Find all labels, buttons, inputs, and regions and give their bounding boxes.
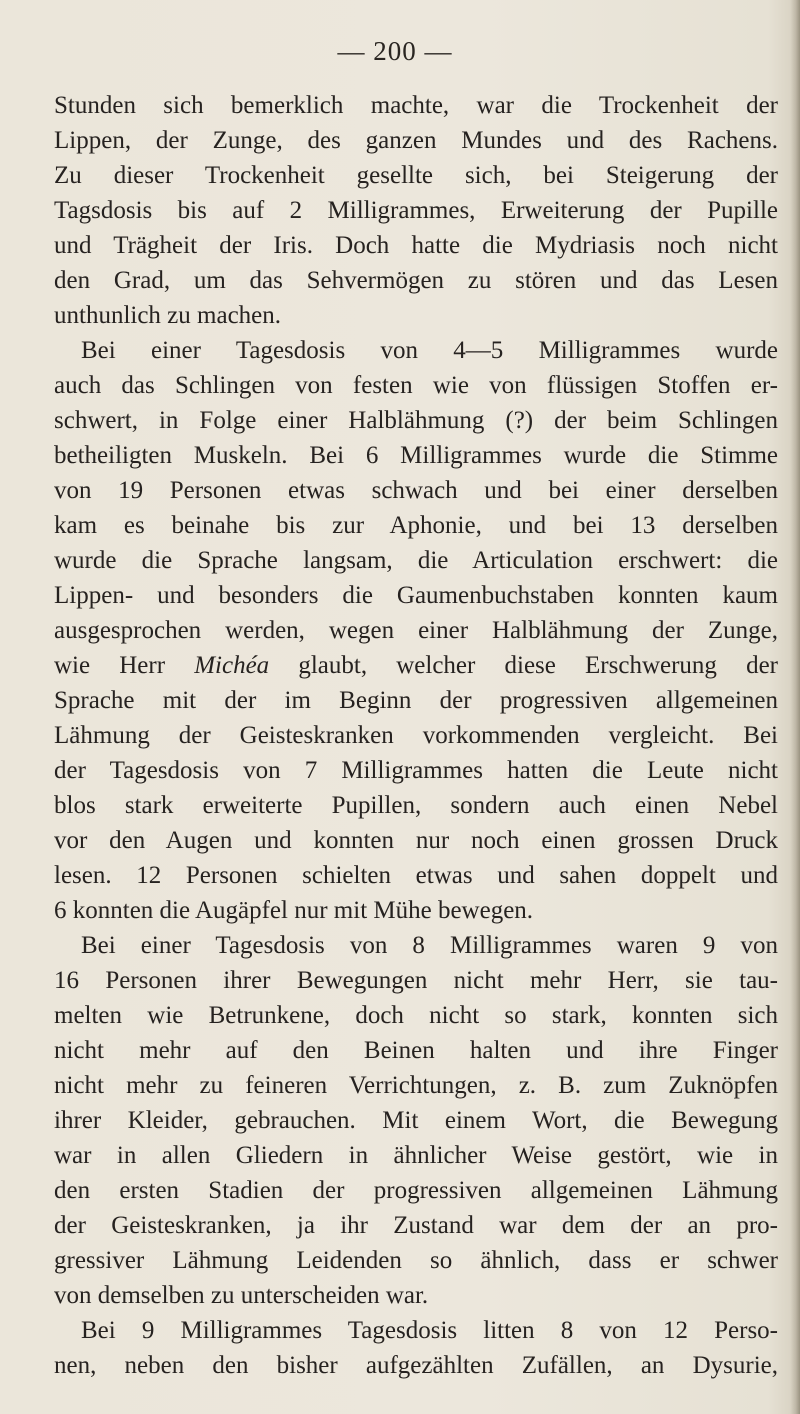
text-line: unthunlich zu machen.: [54, 302, 282, 329]
text-line: ihrer Kleider, gebrauchen. Mit einem Wort, die Bewegung: [54, 1107, 778, 1134]
italic-name: Michéa: [194, 652, 270, 679]
text-line: Lippen, der Zunge, des ganzen Mundes und des Rachens.: [54, 127, 778, 154]
text-line: gressiver Lähmung Leidenden so ähnlich, dass er schwer: [54, 1247, 778, 1274]
text-line: auch das Schlingen von festen wie von flüssigen Stoffen er-: [54, 372, 778, 399]
text-line: kam es beinahe bis zur Aphonie, und bei 13 derselben: [54, 512, 778, 539]
text-segment: wie Herr: [54, 652, 195, 679]
text-segment: glaubt, welcher diese Erschwerung der: [269, 652, 778, 679]
text-line: der Geisteskranken, ja ihr Zustand war dem der an pro-: [54, 1212, 778, 1239]
text-line: Lippen- und besonders die Gaumenbuchstaben konnten kaum: [54, 582, 778, 609]
text-line: vor den Augen und konnten nur noch einen grossen Druck: [54, 827, 778, 854]
text-line: nen, neben den bisher aufgezählten Zufällen, an Dysurie,: [54, 1352, 778, 1379]
text-line: Lähmung der Geisteskranken vorkommenden vergleicht. Bei: [54, 722, 778, 749]
text-line: Bei 9 Milligrammes Tagesdosis litten 8 von 12 Perso-: [81, 1317, 778, 1344]
body-text: [54, 88, 778, 1383]
text-line: und Trägheit der Iris. Doch hatte die Mydriasis noch nicht: [54, 232, 778, 259]
page-number: — 200 —: [337, 36, 453, 66]
text-line: Bei einer Tagesdosis von 8 Milligrammes waren 9 von: [81, 932, 778, 959]
text-line: Stunden sich bemerklich machte, war die Trockenheit der: [54, 92, 778, 119]
text-line: melten wie Betrunkene, doch nicht so stark, konnten sich: [54, 1002, 778, 1029]
text-line: blos stark erweiterte Pupillen, sondern auch einen Nebel: [54, 792, 778, 819]
text-line: war in allen Gliedern in ähnlicher Weise gestört, wie in: [54, 1142, 778, 1169]
text-line: lesen. 12 Personen schielten etwas und sahen doppelt und: [54, 862, 778, 889]
text-line: von 19 Personen etwas schwach und bei einer derselben: [54, 477, 778, 504]
text-line: 16 Personen ihrer Bewegungen nicht mehr Herr, sie tau-: [54, 967, 778, 994]
text-line: nicht mehr zu feineren Verrichtungen, z. B. zum Zuknöpfen: [54, 1072, 778, 1099]
text-line: wurde die Sprache langsam, die Articulation erschwert: die: [54, 547, 778, 574]
text-line: ausgesprochen werden, wegen einer Halblähmung der Zunge,: [54, 617, 778, 644]
page-edge-shadow: [790, 0, 800, 1414]
text-line: Sprache mit der im Beginn der progressiven allgemeinen: [54, 687, 778, 714]
text-line: Bei einer Tagesdosis von 4—5 Milligrammes wurde: [81, 337, 778, 364]
text-line: den Grad, um das Sehvermögen zu stören und das Lesen: [54, 267, 778, 294]
text-line: [54, 648, 778, 683]
text-line: betheiligten Muskeln. Bei 6 Milligrammes wurde die Stimme: [54, 442, 778, 469]
text-line: nicht mehr auf den Beinen halten und ihre Finger: [54, 1037, 778, 1064]
text-line: Tagsdosis bis auf 2 Milligrammes, Erweiterung der Pupille: [54, 197, 778, 224]
text-line: der Tagesdosis von 7 Milligrammes hatten die Leute nicht: [54, 757, 778, 784]
text-line: schwert, in Folge einer Halblähmung (?) der beim Schlingen: [54, 407, 778, 434]
text-line: den ersten Stadien der progressiven allgemeinen Lähmung: [54, 1177, 778, 1204]
text-line: Zu dieser Trockenheit gesellte sich, bei Steigerung der: [54, 162, 778, 189]
text-line: 6 konnten die Augäpfel nur mit Mühe bewegen.: [54, 897, 534, 924]
text-line: von demselben zu unterscheiden war.: [54, 1282, 429, 1309]
